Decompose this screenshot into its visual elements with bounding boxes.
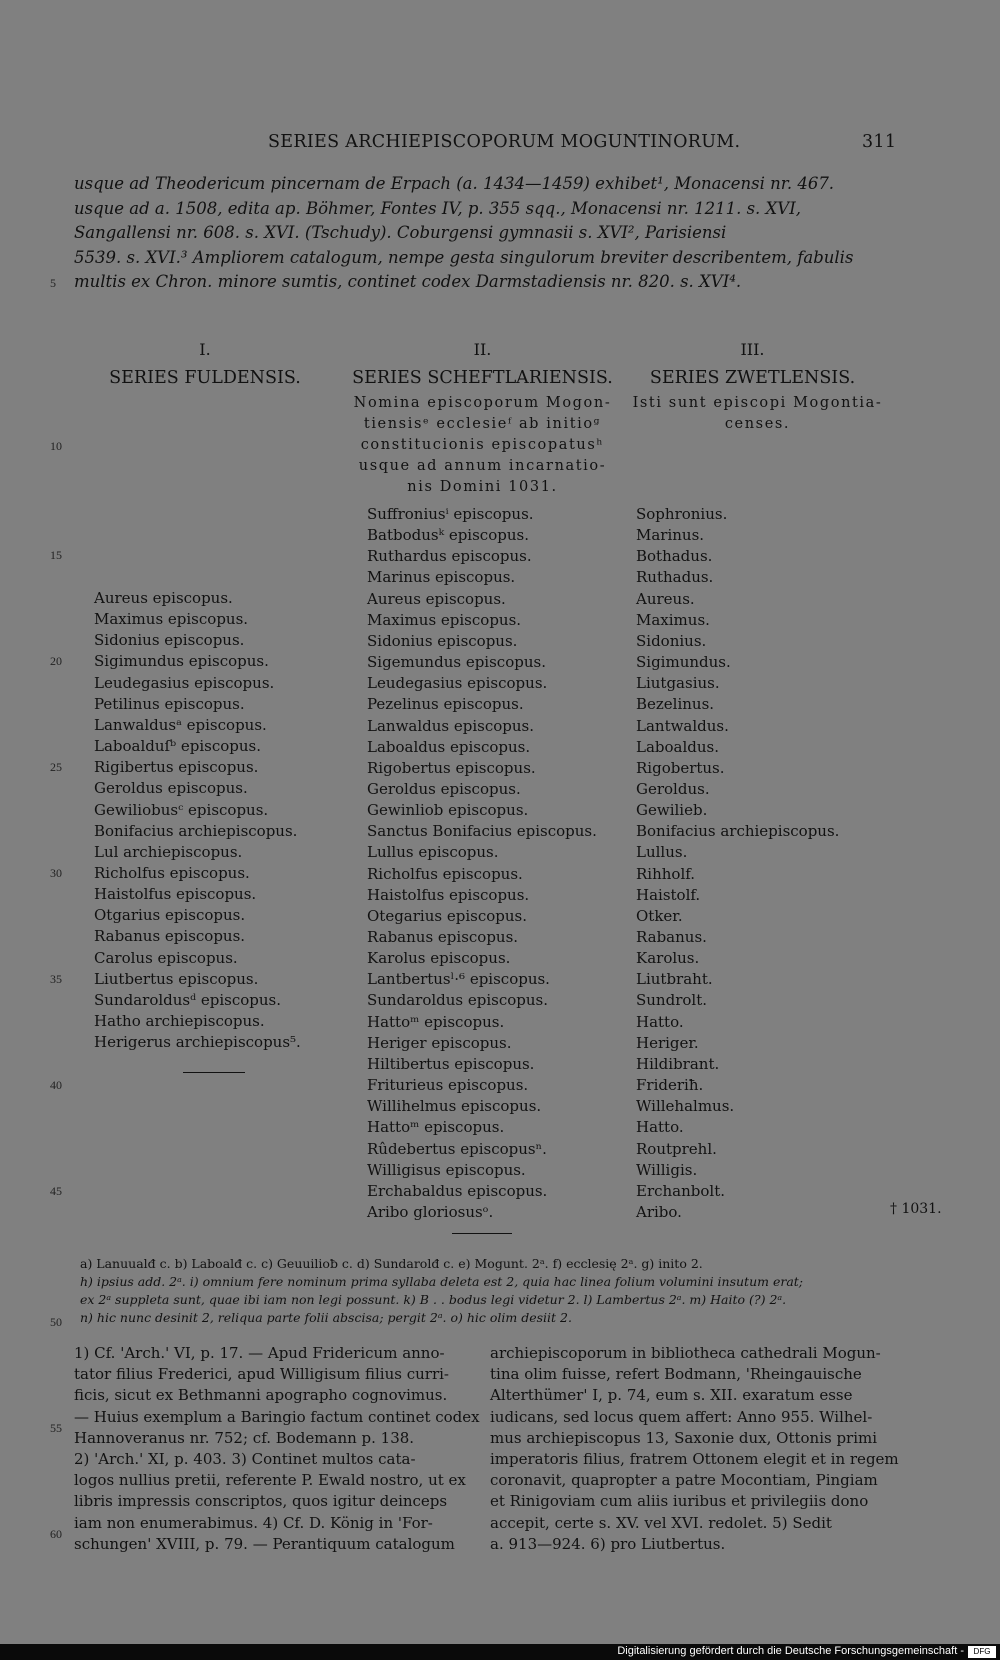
line-number: 55 [50,1421,62,1435]
list-item: Sigimundus episcopus. [94,652,269,671]
line-number: 60 [50,1527,62,1541]
list-item: Laboalduſᵇ episcopus. [94,737,261,756]
list-item: Hiltibertus episcopus. [367,1054,535,1073]
list-item: Rabanus episcopus. [94,927,246,946]
note-line: accepit, certe s. XV. vel XVI. redolet. 5) Sedit [490,1513,832,1532]
list-item: Liutgasius. [636,674,720,693]
list-item: Hattoᵐ episcopus. [367,1012,505,1031]
subtitle-line: Nomina episcoporum Mogon- [353,395,612,411]
footnote-line: ex 2ᵃ suppleta sunt, quae ibi iam non legi possunt. k) B . . bodus legi videtur 2. l) Lambertus 2ᵃ. m) Haito (?) 2ᵃ. [80,1292,787,1307]
list-item: Liutbertus episcopus. [94,969,259,988]
list-item: Rihholf. [636,864,696,883]
list-item: Hatto. [636,1012,684,1031]
list-item: Ruthardus episcopus. [367,547,532,566]
intro-paragraph [74,172,889,295]
critical-apparatus [80,1255,890,1327]
line-number: 50 [50,1315,62,1329]
list-item: Erchabaldus episcopus. [367,1181,548,1200]
list-item: Leudegasius episcopus. [367,674,548,693]
list-item: Willehalmus. [636,1097,735,1116]
list-item: Geroldus episcopus. [367,779,521,798]
line-number: 10 [50,439,62,453]
line-number: 35 [50,972,62,986]
list-item: Lanwaldusᵃ episcopus. [94,715,267,734]
list-item: Willihelmus episcopus. [367,1097,542,1116]
column-heading-scheftlariensis [340,336,625,392]
footnote-line: a) Lanuualđ c. b) Laboalđ c. c) Geuuilioƀ c. d) Sundarolđ c. e) Mogunt. 2ᵃ. f) ecclesię 2ᵃ. g) inito 2. [80,1256,703,1271]
list-item: Suffroniusⁱ episcopus. [367,505,534,523]
intro-line: usque ad Theodericum pincernam de Erpach (a. 1434—1459) exhibet¹, Monacensi nr. 467. [74,174,835,193]
note-line: logos nullius pretii, referente P. Ewald nostro, ut ex [74,1471,466,1490]
column-numeral: I. [199,340,211,359]
column-numeral: III. [740,340,765,359]
list-item: Friturieus episcopus. [367,1076,529,1095]
list-item: Aureus episcopus. [367,589,506,608]
list-item: Laboaldus episcopus. [367,737,531,756]
list-item: Herigerus archiepiscopus⁵. [94,1033,301,1052]
list-item: Haistolfus episcopus. [94,885,257,904]
notes-left-column [74,1343,480,1555]
list-item: Willigis. [636,1160,698,1179]
list-item: Otgarius episcopus. [94,906,246,925]
list-item: Rigobertus episcopus. [367,758,536,777]
list-item: Liutbraht. [636,970,713,989]
list-item: Sigimundus. [636,653,731,672]
note-line: ficis, sicut ex Bethmanni apographo cognovimus. [74,1386,448,1405]
list-item: Gewilieb. [636,801,708,820]
page-title: SERIES ARCHIEPISCOPORUM MOGUNTINORUM. [268,132,741,152]
list-item: Lantwaldus. [636,716,729,735]
page-number: 311 [862,132,897,152]
column-heading-fuldensis [100,336,310,392]
column-subtitle-zwetlensis [625,393,890,435]
list-item: Hatho archiepiscopus. [94,1012,265,1030]
list-item: Aribo gloriosusᵒ. [367,1202,494,1221]
line-number: 15 [50,548,62,562]
column-subtitle-scheftlariensis [345,393,620,498]
list-item: Otker. [636,906,683,925]
list-item: Sundrolt. [636,991,707,1010]
list-item: Heriger episcopus. [367,1033,512,1052]
subtitle-line: usque ad annum incarnatio- [358,458,607,474]
line-number: 5 [50,276,56,290]
list-item: Heriger. [636,1033,699,1052]
list-item: Gewinliob episcopus. [367,801,529,820]
list-item: Maximus episcopus. [367,610,522,629]
note-line: 1) Cf. 'Arch.' VI, p. 17. — Apud Fridericum anno- [74,1344,445,1362]
subtitle-line: constitucionis episcopatusʰ [360,437,605,453]
intro-line: 5539. s. XVI.³ Ampliorem catalogum, nempe gesta singulorum breviter describentem, fabulis [74,247,854,267]
subtitle-line: censes. [724,416,791,432]
list-item: Otegarius episcopus. [367,906,527,925]
list-item: Lullus episcopus. [367,843,499,862]
list-item: Aureus. [636,589,695,608]
note-line: 2) 'Arch.' XI, p. 403. 3) Continet multos cata- [74,1450,416,1469]
list-item: Gewiliobusᶜ episcopus. [94,800,269,819]
list-item: Willigisus episcopus. [367,1160,526,1179]
list-item: Sundaroldusᵈ episcopus. [94,990,282,1009]
list-item: Sidonius episcopus. [367,631,518,650]
list-item: Geroldus. [636,779,710,798]
list-item: Sidonius. [636,631,707,650]
list-item: Leudegasius episcopus. [94,673,275,692]
digitization-banner [0,1644,1000,1660]
line-number: 30 [50,866,62,880]
note-line: Hannoveranus nr. 752; cf. Bodemann p. 138. [74,1428,415,1447]
note-line: iam non enumerabimus. 4) Cf. D. König in 'For- [74,1513,433,1532]
column-title: SERIES SCHEFTLARIENSIS. [352,368,613,388]
list-item: Bonifacius archiepiscopus. [636,822,840,841]
note-line: libris impressis conscriptos, quos igitur deinceps [74,1492,448,1511]
intro-line: Sangallensi nr. 608. s. XVI. (Tschudy). Coburgensi gymnasii s. XVI², Parisiensi [74,223,727,243]
column-end-rule [183,1072,245,1073]
list-item: Rigobertus. [636,758,725,777]
footnote-line: n) hic nunc desinit 2, reliqua parte folii abscisa; pergit 2ᵃ. o) hic olim desiit 2. [80,1310,572,1325]
column-title: SERIES FULDENSIS. [109,368,301,388]
subtitle-line: Isti sunt episcopi Mogontia- [632,395,883,411]
line-number: 20 [50,654,62,668]
list-item: Lul archiepiscopus. [94,842,243,861]
list-item: Bonifacius archiepiscopus. [94,821,298,840]
list-item: Lullus. [636,843,688,862]
list-item: Richolfus episcopus. [94,863,250,882]
list-item: Rigibertus episcopus. [94,758,259,777]
note-line: a. 913—924. 6) pro Liutbertus. [490,1534,726,1553]
list-item: Hatto. [636,1118,684,1137]
list-item: Maximus. [636,610,710,629]
footnote-line: h) ipsius add. 2ᵃ. i) omnium fere nominum prima syllaba deleta est 2, quia hac linea folium volumini insutum erat; [80,1274,804,1289]
list-item: Rûdebertus episcopusⁿ. [367,1139,547,1158]
banner-text: Digitalisierung gefördert durch die Deutsche Forschungsgemeinschaft - [617,1645,964,1657]
line-number: 40 [50,1078,62,1092]
column-heading-zwetlensis [635,336,870,392]
list-item: Frideriħ. [636,1076,704,1095]
list-item: Lanwaldus episcopus. [367,716,535,735]
list-item: Hildibrant. [636,1054,720,1073]
list-item: Aureus episcopus. [94,589,233,607]
dfg-logo: DFG [968,1646,996,1658]
list-item: Batbodusᵏ episcopus. [367,526,529,545]
footnote-separator [452,1233,512,1234]
note-line: mus archiepiscopus 13, Saxonie dux, Ottonis primi [490,1428,878,1447]
list-item: Rabanus. [636,928,707,946]
note-line: schungen' XVIII, p. 79. — Perantiquum catalogum [74,1534,455,1553]
list-item: Marinus. [636,526,705,545]
list-item: Karolus. [636,949,700,968]
subtitle-line: nis Domini 1031. [407,479,558,495]
list-item: Bothadus. [636,547,713,566]
note-line: tina olim fuisse, refert Bodmann, 'Rheingauische [490,1365,862,1384]
list-item: Karolus episcopus. [367,949,511,968]
note-line: Alterthümer' I, p. 74, eum s. XII. exaratum esse [490,1386,853,1405]
list-item: Sidonius episcopus. [94,631,245,650]
note-line: imperatoris filius, fratrem Ottonem elegit et in regem [490,1450,899,1469]
notes-right-column [490,1343,899,1555]
list-item: Haistolf. [636,885,701,904]
list-item: Ruthadus. [636,568,714,587]
list-item: Geroldus episcopus. [94,779,248,798]
intro-line: multis ex Chron. minore sumtis, continet codex Darmstadiensis nr. 820. s. XVI⁴. [74,272,742,292]
column-numeral: II. [473,340,492,359]
list-item: Lantbertusˡ·⁶ episcopus. [367,970,550,989]
list-item: Laboaldus. [636,737,720,756]
note-line: — Huius exemplum a Baringio factum continet codex [74,1407,480,1426]
line-number: 25 [50,760,62,774]
intro-line: usque ad a. 1508, edita ap. Böhmer, Fontes IV, p. 355 sqq., Monacensi nr. 1211. s. XVI, [74,198,801,218]
subtitle-line: tiensisᵉ ecclesieᶠ ab initioᵍ [363,416,602,432]
list-item: Carolus episcopus. [94,948,238,967]
column-title: SERIES ZWETLENSIS. [649,368,856,388]
note-line: tator filius Frederici, apud Willigisum filius curri- [74,1365,449,1384]
death-date: † 1031. [890,1201,942,1217]
list-item: Routprehl. [636,1139,717,1158]
list-item: Sundaroldus episcopus. [367,991,549,1010]
list-item: Pezelinus episcopus. [367,695,524,714]
note-line: coronavit, quapropter a patre Mocontiam, Pingiam [490,1471,878,1490]
list-item: Aribo. [636,1202,682,1221]
list-item: Hattoᵐ episcopus. [367,1118,505,1137]
note-line: iudicans, sed locus quem affert: Anno 955. Wilhel- [490,1407,873,1426]
list-item: Sigemundus episcopus. [367,653,546,672]
list-item: Petilinus episcopus. [94,694,245,713]
note-line: archiepiscoporum in bibliotheca cathedrali Mogun- [490,1344,881,1362]
list-item: Erchanbolt. [636,1181,726,1200]
note-line: et Rinigoviam cum aliis iuribus et privilegiis dono [490,1492,869,1511]
list-item: Rabanus episcopus. [367,928,519,946]
list-item: Sanctus Bonifacius episcopus. [367,822,597,841]
list-item: Sophronius. [636,505,728,523]
list-item: Maximus episcopus. [94,610,249,629]
list-item: Bezelinus. [636,695,715,714]
line-number: 45 [50,1184,62,1198]
list-item: Marinus episcopus. [367,568,516,587]
list-item: Richolfus episcopus. [367,864,523,883]
list-item: Haistolfus episcopus. [367,885,530,904]
